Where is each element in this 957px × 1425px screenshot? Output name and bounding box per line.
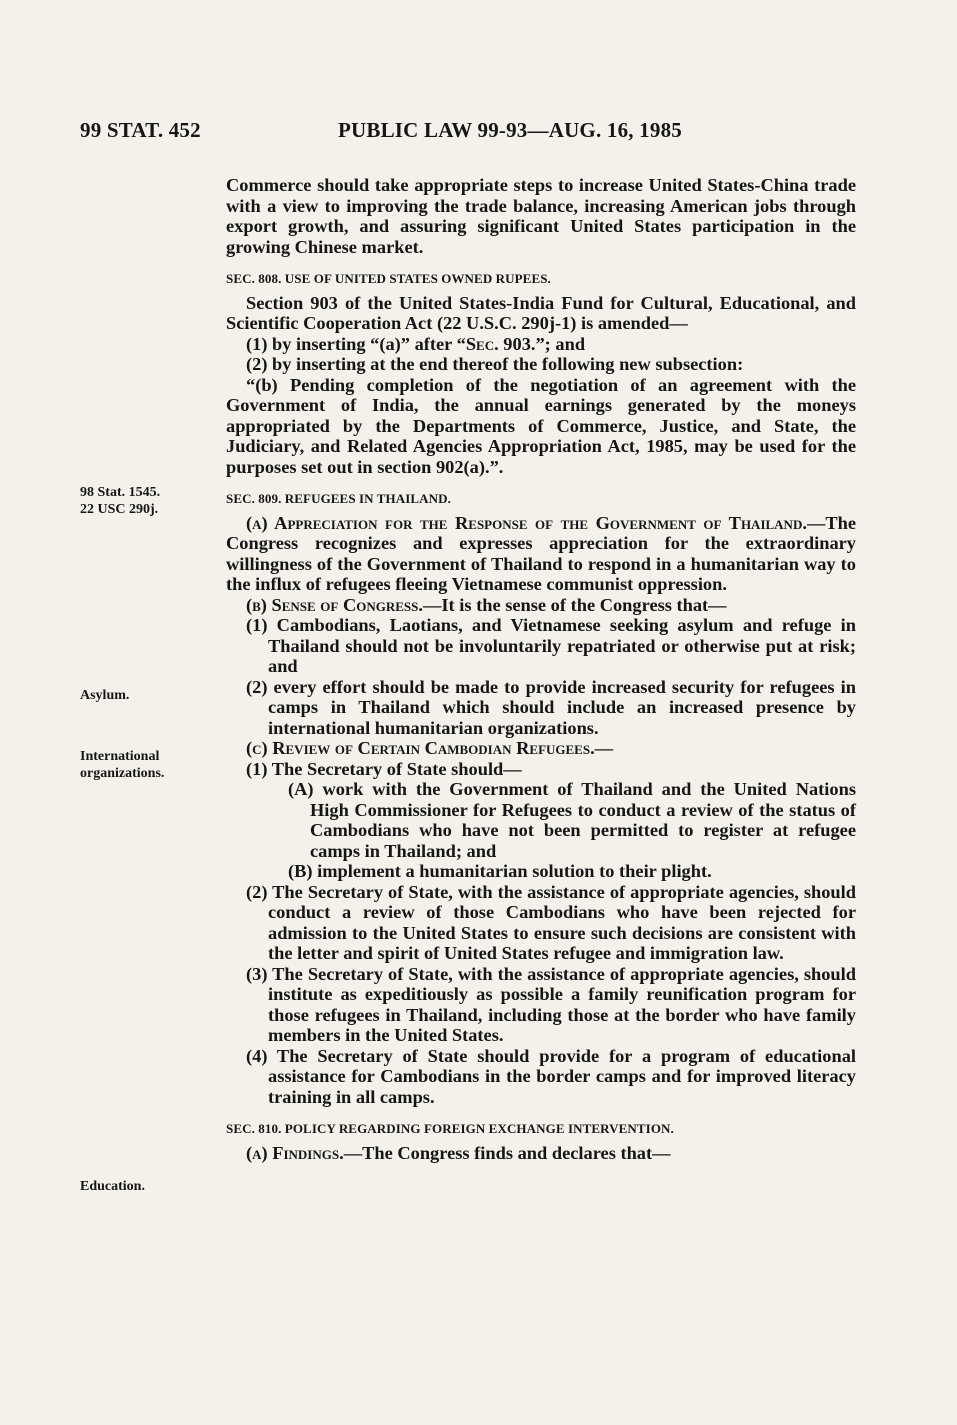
sec-809-b-item-1: (1) Cambodians, Laotians, and Vietnamese seeking asylum and refuge in Thailand should not be involuntarily repatriated or otherwise put at risk; and (246, 615, 856, 676)
page-title: PUBLIC LAW 99-93—AUG. 16, 1985 (338, 118, 682, 142)
margin-note-international (80, 748, 220, 782)
sec-809-c-item-1-A: (A) work with the Government of Thailand and the United Nations High Commissioner for Refugees to conduct a review of the status of Cambodians who have not been permitted to register at refugee camps in Thailand; and (288, 779, 856, 861)
margin-intl-2: organizations. (80, 766, 165, 781)
commerce-paragraph: Commerce should take appropriate steps to increase United States-China trade with a view to improving the trade balance, increasing American jobs through export growth, and assuring significant United States participation in the growing Chinese market. (226, 175, 856, 257)
sec-809-c (226, 738, 856, 759)
sec-809-a (226, 513, 856, 595)
sec-809-c-item-1: (1) The Secretary of State should— (246, 758, 522, 779)
sec-808-intro: Section 903 of the United States-India Fund for Cultural, Educational, and Scientific Cooperation Act (22 U.S.C. 290j-1) is amended— (226, 292, 856, 333)
sec-809-c-item-2: (2) The Secretary of State, with the assistance of appropriate agencies, should conduct a review of those Cambodians who have been rejected for admission to the United States to ensure such decisions are consistent with the letter and spirit of United States refugee and immigration law. (246, 881, 856, 963)
sec-808-item-1 (226, 334, 856, 355)
margin-stat-ref-2: 22 USC 290j. (80, 502, 159, 517)
sec-808-item-1-a: (1) by inserting “(a)” after “ (246, 333, 466, 354)
sec-809-b (226, 595, 856, 616)
sec-809-b-heading: (b) Sense of Congress. (246, 594, 423, 615)
sec-809-b-text: —It is the sense of the Congress that— (422, 594, 727, 615)
margin-note-stat-ref (80, 484, 220, 518)
sec-810-findings-text: —The Congress finds and declares that— (343, 1142, 671, 1163)
margin-stat-ref-1: 98 Stat. 1545. (80, 485, 161, 500)
sec-809-heading: SEC. 809. REFUGEES IN THAILAND. (226, 491, 451, 506)
sec-810-findings-heading: (a) Findings. (246, 1142, 344, 1163)
sec-810-a (226, 1143, 856, 1164)
sec-809-a-text: —The Congress recognizes and expresses appreciation for the extraordinary willingness of the Government of Thailand to respond in a humanitarian way to the influx of refugees fleeing Vietnamese communist oppression. (226, 512, 856, 594)
margin-note-education: Education. (80, 1179, 145, 1194)
sec-808-item-1-sec: Sec (465, 333, 495, 354)
sec-809-c-item-4: (4) The Secretary of State should provide for a program of educational assistance for Cambodians in the border camps and for improved literacy training in all camps. (246, 1045, 856, 1107)
stat-page-number: 99 STAT. 452 (80, 118, 201, 142)
sec-809-b-item-2: (2) every effort should be made to provide increased security for refugees in camps in Thailand which should include an increased presence by international humanitarian organizations. (246, 676, 856, 738)
sec-810-heading: SEC. 810. POLICY REGARDING FOREIGN EXCHANGE INTERVENTION. (226, 1121, 674, 1136)
margin-note-asylum: Asylum. (80, 688, 130, 703)
sec-809-c-heading: (c) Review of Certain Cambodian Refugees. (246, 738, 595, 758)
statute-body (226, 175, 856, 1163)
sec-808-item-1-b: . 903.”; and (494, 333, 586, 354)
sec-809-a-heading: (a) Appreciation for the Response of the Government of Thailand. (246, 512, 807, 533)
margin-intl-1: International (80, 749, 160, 764)
sec-808-item-2: (2) by inserting at the end thereof the following new subsection: (246, 354, 744, 374)
sec-808-heading: SEC. 808. USE OF UNITED STATES OWNED RUPEES. (226, 271, 551, 286)
sec-809-c-dash: — (594, 738, 614, 758)
sec-809-c-item-1-B: (B) implement a humanitarian solution to their plight. (288, 861, 712, 881)
sec-808-quoted-subsection: “(b) Pending completion of the negotiation of an agreement with the Government of India, the annual earnings generated by the moneys appropriated by the Departments of Commerce, Justice, and State, the Judiciary, and Related Agencies Appropriation Act, 1985, may be used for the purposes set out in section 902(a).”. (226, 374, 856, 477)
sec-809-c-item-3: (3) The Secretary of State, with the assistance of appropriate agencies, should institute as expeditiously as possible a family reunification program for those refugees in Thailand, including those at the border who have family members in the United States. (246, 963, 856, 1045)
